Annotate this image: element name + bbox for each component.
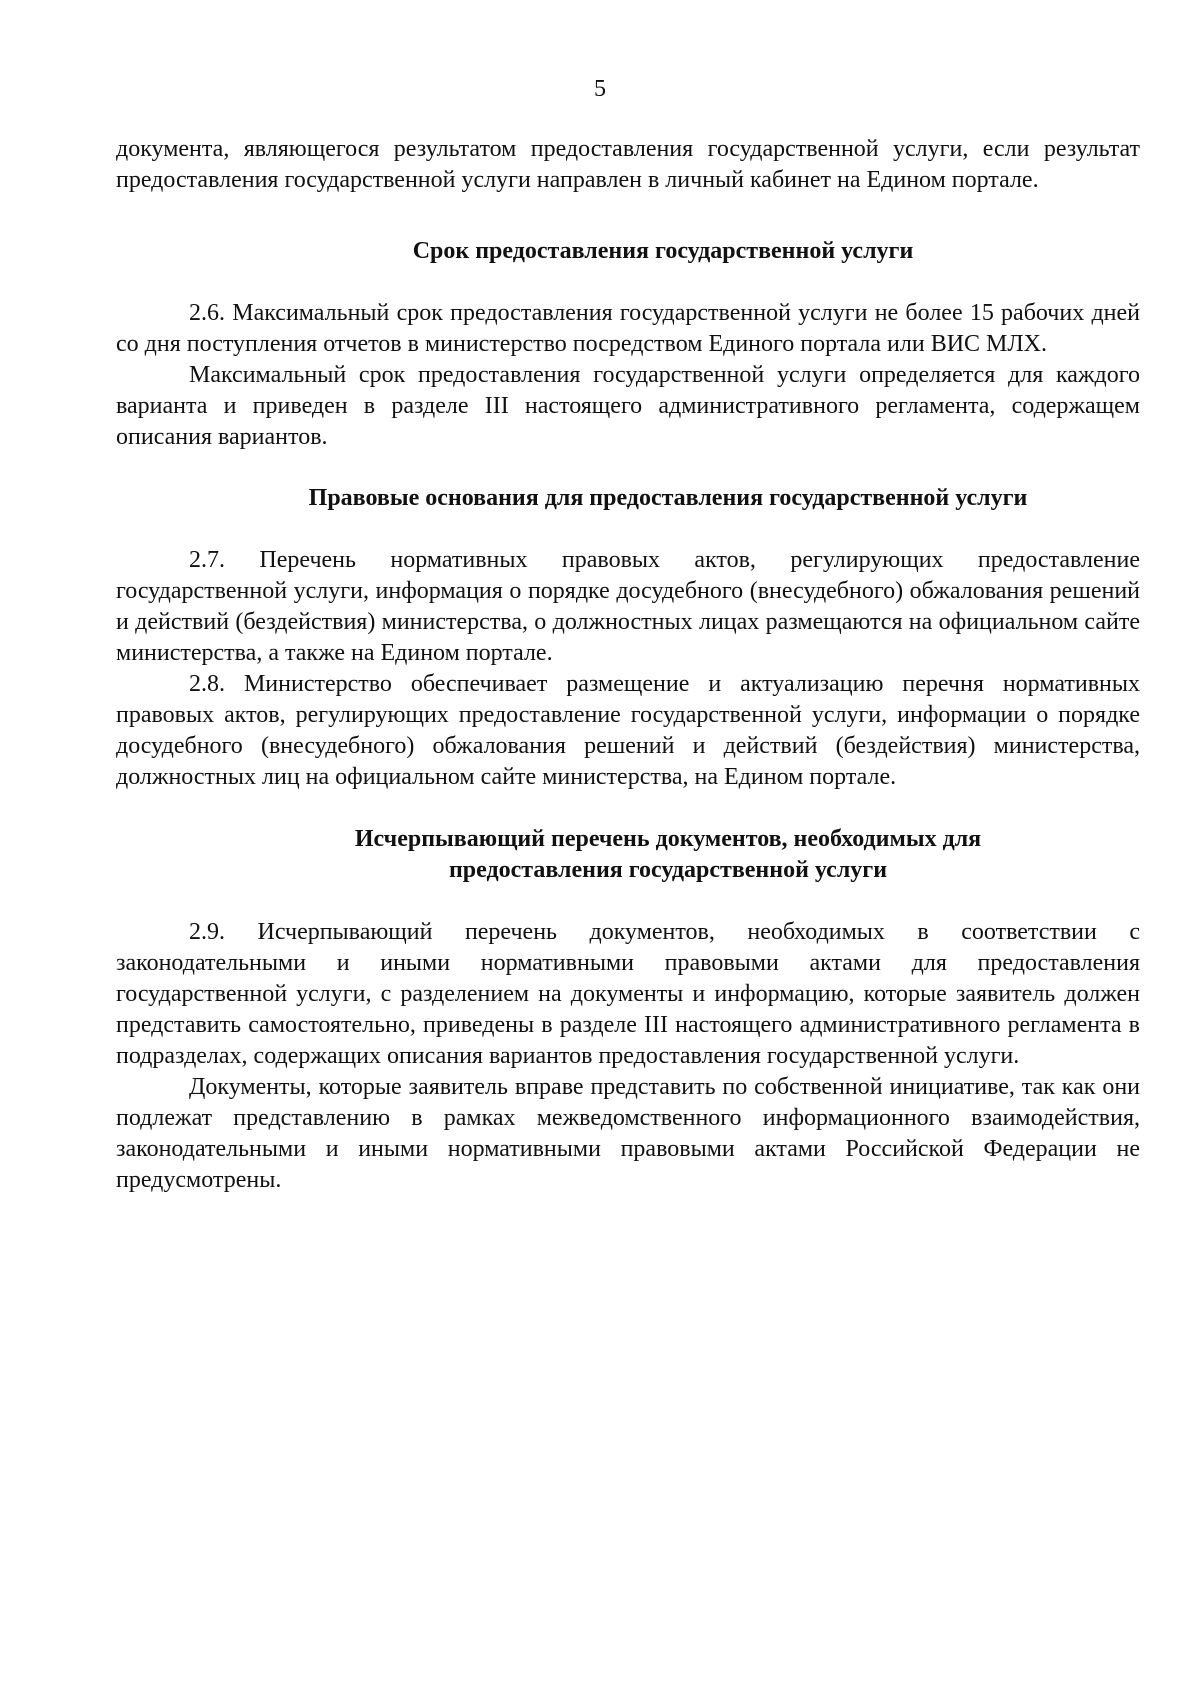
heading-documents-line-1: Исчерпывающий перечень документов, необходимых для: [354, 826, 982, 852]
paragraph-2-8: 2.8. Министерство обеспечивает размещение и актуализацию перечня нормативных правовых актов, регулирующих предоставление государственной услуги, информации о порядке досудебного (внесудебного) обжалования решений и действий (бездействия) министерства, должностных лиц на официальном сайте министерства, на Едином портале.: [116, 671, 1140, 790]
page-number: 5: [594, 76, 606, 102]
paragraph-2-6: 2.6. Максимальный срок предоставления государственной услуги не более 15 рабочих дней со дня поступления отчетов в министерство посредством Единого портала или ВИС МЛХ.: [116, 300, 1140, 357]
paragraph-2-9: 2.9. Исчерпывающий перечень документов, необходимых в соответствии с законодательными и иными нормативными правовыми актами для предоставления государственной услуги, с разделением на документы и информацию, которые заявитель должен представить самостоятельно, приведены в разделе III настоящего административного регламента в подразделах, содержащих описания вариантов предоставления государственной услуги.: [116, 919, 1140, 1069]
heading-documents-list: [116, 824, 1140, 886]
paragraph-2-7: 2.7. Перечень нормативных правовых актов, регулирующих предоставление государственной услуги, информация о порядке досудебного (внесудебного) обжалования решений и действий (бездействия) министерства, о должностных лицах размещаются на официальном сайте министерства, а также на Едином портале.: [116, 547, 1140, 666]
paragraph-max-term: Максимальный срок предоставления государственной услуги определяется для каждого варианта и приведен в разделе III настоящего административного регламента, содержащем описания вариантов.: [116, 362, 1140, 450]
paragraph-optional-documents: Документы, которые заявитель вправе представить по собственной инициативе, так как они подлежат представлению в рамках межведомственного информационного взаимодействия, законодательными и иными нормативными правовыми актами Российской Федерации не предусмотрены.: [116, 1074, 1140, 1193]
document-body: [116, 134, 1140, 1196]
heading-documents-line-2: предоставления государственной услуги: [448, 857, 888, 883]
heading-service-term: Срок предоставления государственной услуги: [412, 238, 914, 264]
heading-legal-grounds: Правовые основания для предоставления государственной услуги: [308, 485, 1028, 511]
intro-paragraph: документа, являющегося результатом предоставления государственной услуги, если результат предоставления государственной услуги направлен в личный кабинет на Едином портале.: [116, 136, 1140, 193]
